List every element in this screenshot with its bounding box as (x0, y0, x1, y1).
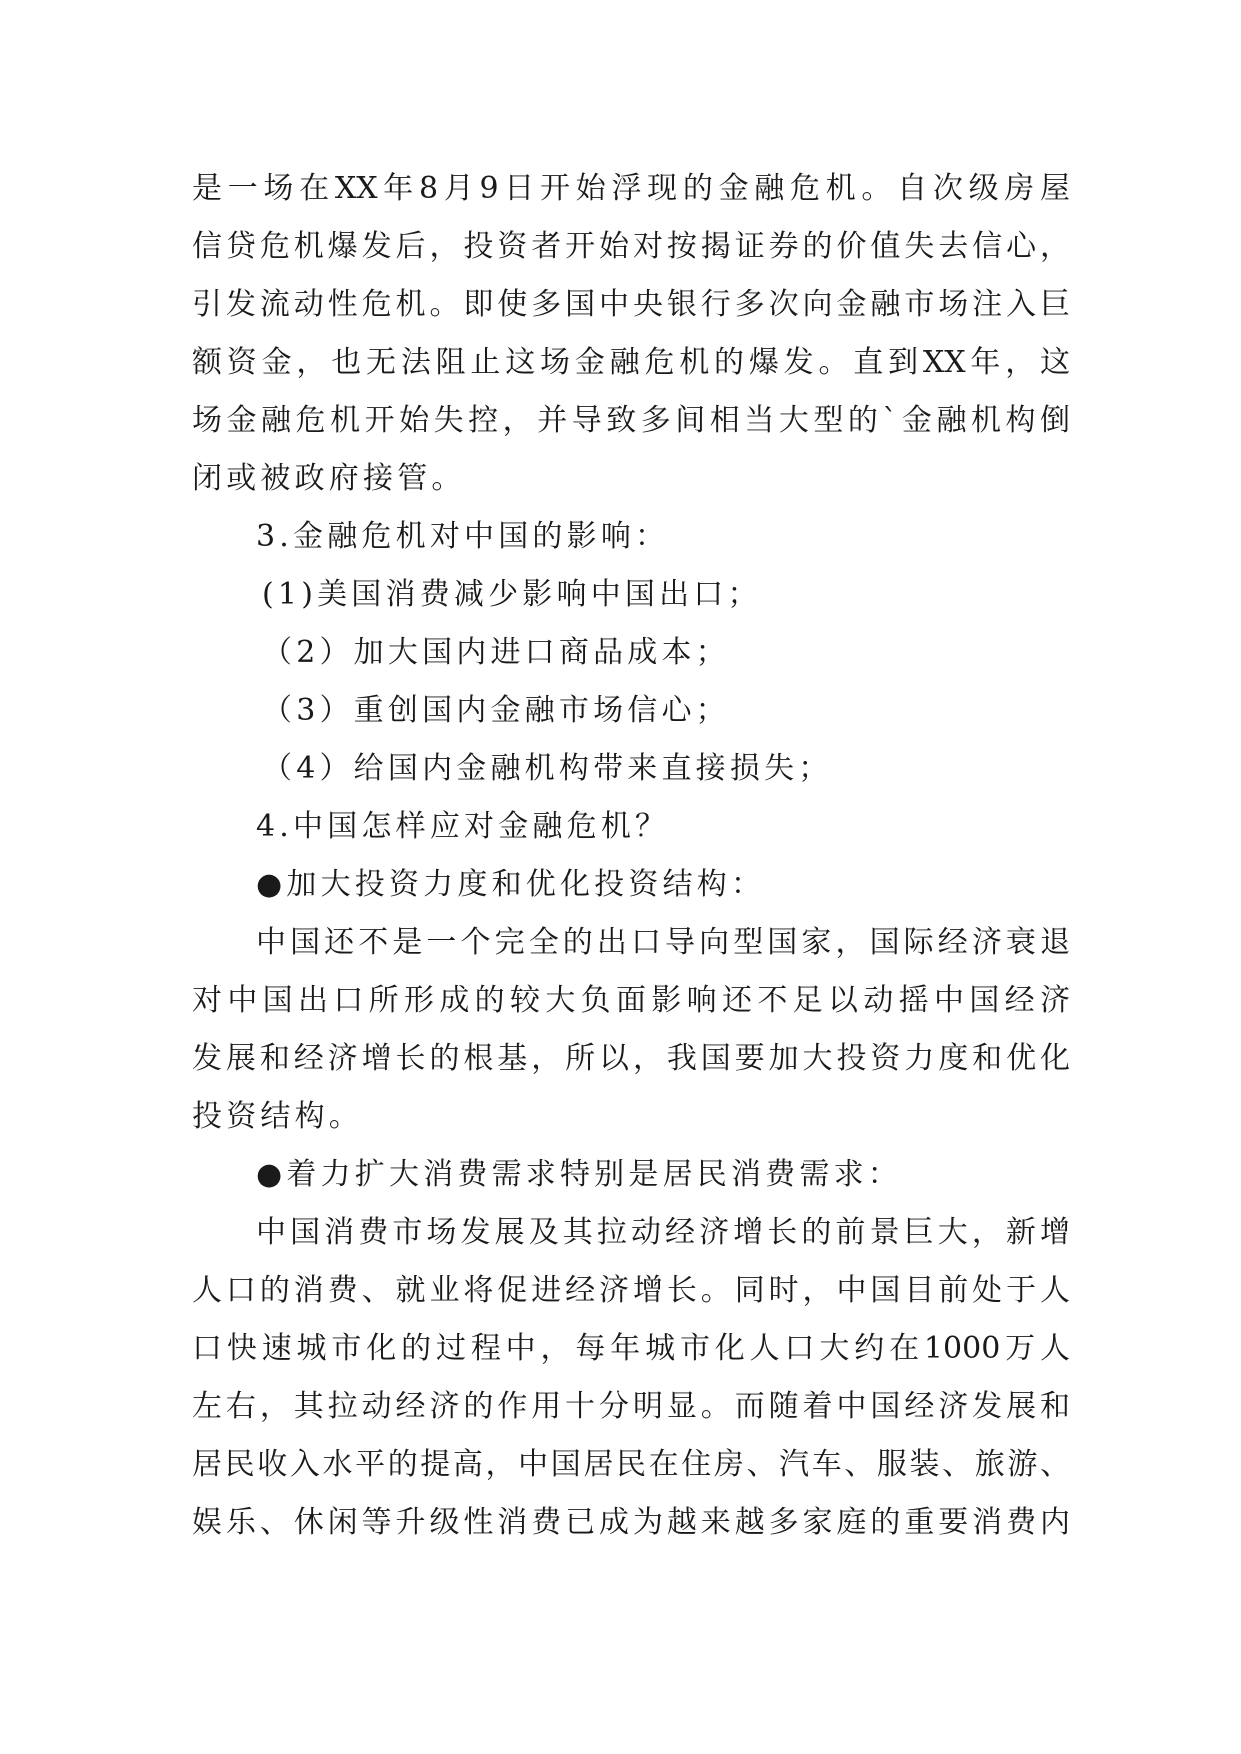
text-line: 中国消费市场发展及其拉动经济增长的前景巨大，新增 (256, 1215, 1070, 1250)
section-heading: 4.中国怎样应对金融危机？ (256, 809, 670, 844)
text-line: 额资金，也无法阻止这场金融危机的爆发。直到XX年，这 (192, 345, 1070, 380)
list-item: （3）重创国内金融市场信心； (262, 693, 730, 728)
text-line: 居民收入水平的提高，中国居民在住房、汽车、服装、旅游、 (192, 1447, 1070, 1482)
text-line: 是一场在XX年8月9日开始浮现的金融危机。自次级房屋 (192, 171, 1070, 206)
text-line: 发展和经济增长的根基，所以，我国要加大投资力度和优化 (192, 1041, 1070, 1076)
text-line: 中国还不是一个完全的出口导向型国家，国际经济衰退 (256, 925, 1070, 960)
body-text (192, 160, 1070, 1552)
text-line: 对中国出口所形成的较大负面影响还不足以动摇中国经济 (192, 983, 1070, 1018)
text-line: 口快速城市化的过程中，每年城市化人口大约在1000万人 (192, 1331, 1070, 1366)
bullet-heading: ●着力扩大消费需求特别是居民消费需求： (256, 1157, 902, 1192)
list-item: （2）加大国内进口商品成本； (262, 635, 730, 670)
text-line: 场金融危机开始失控，并导致多间相当大型的`金融机构倒 (192, 403, 1070, 438)
text-line: 信贷危机爆发后，投资者开始对按揭证券的价值失去信心， (192, 229, 1070, 264)
text-line: 闭或被政府接管。 (192, 461, 466, 496)
section-heading: 3.金融危机对中国的影响： (256, 519, 670, 554)
list-item: (1)美国消费减少影响中国出口； (262, 577, 762, 612)
text-line: 投资结构。 (192, 1099, 363, 1134)
text-line: 引发流动性危机。即使多国中央银行多次向金融市场注入巨 (192, 287, 1070, 322)
list-item: （4）给国内金融机构带来直接损失； (262, 751, 833, 786)
text-line: 左右，其拉动经济的作用十分明显。而随着中国经济发展和 (192, 1389, 1070, 1424)
bullet-heading: ●加大投资力度和优化投资结构： (256, 867, 766, 902)
text-line: 人口的消费、就业将促进经济增长。同时，中国目前处于人 (192, 1273, 1070, 1308)
text-line: 娱乐、休闲等升级性消费已成为越来越多家庭的重要消费内 (192, 1505, 1070, 1540)
